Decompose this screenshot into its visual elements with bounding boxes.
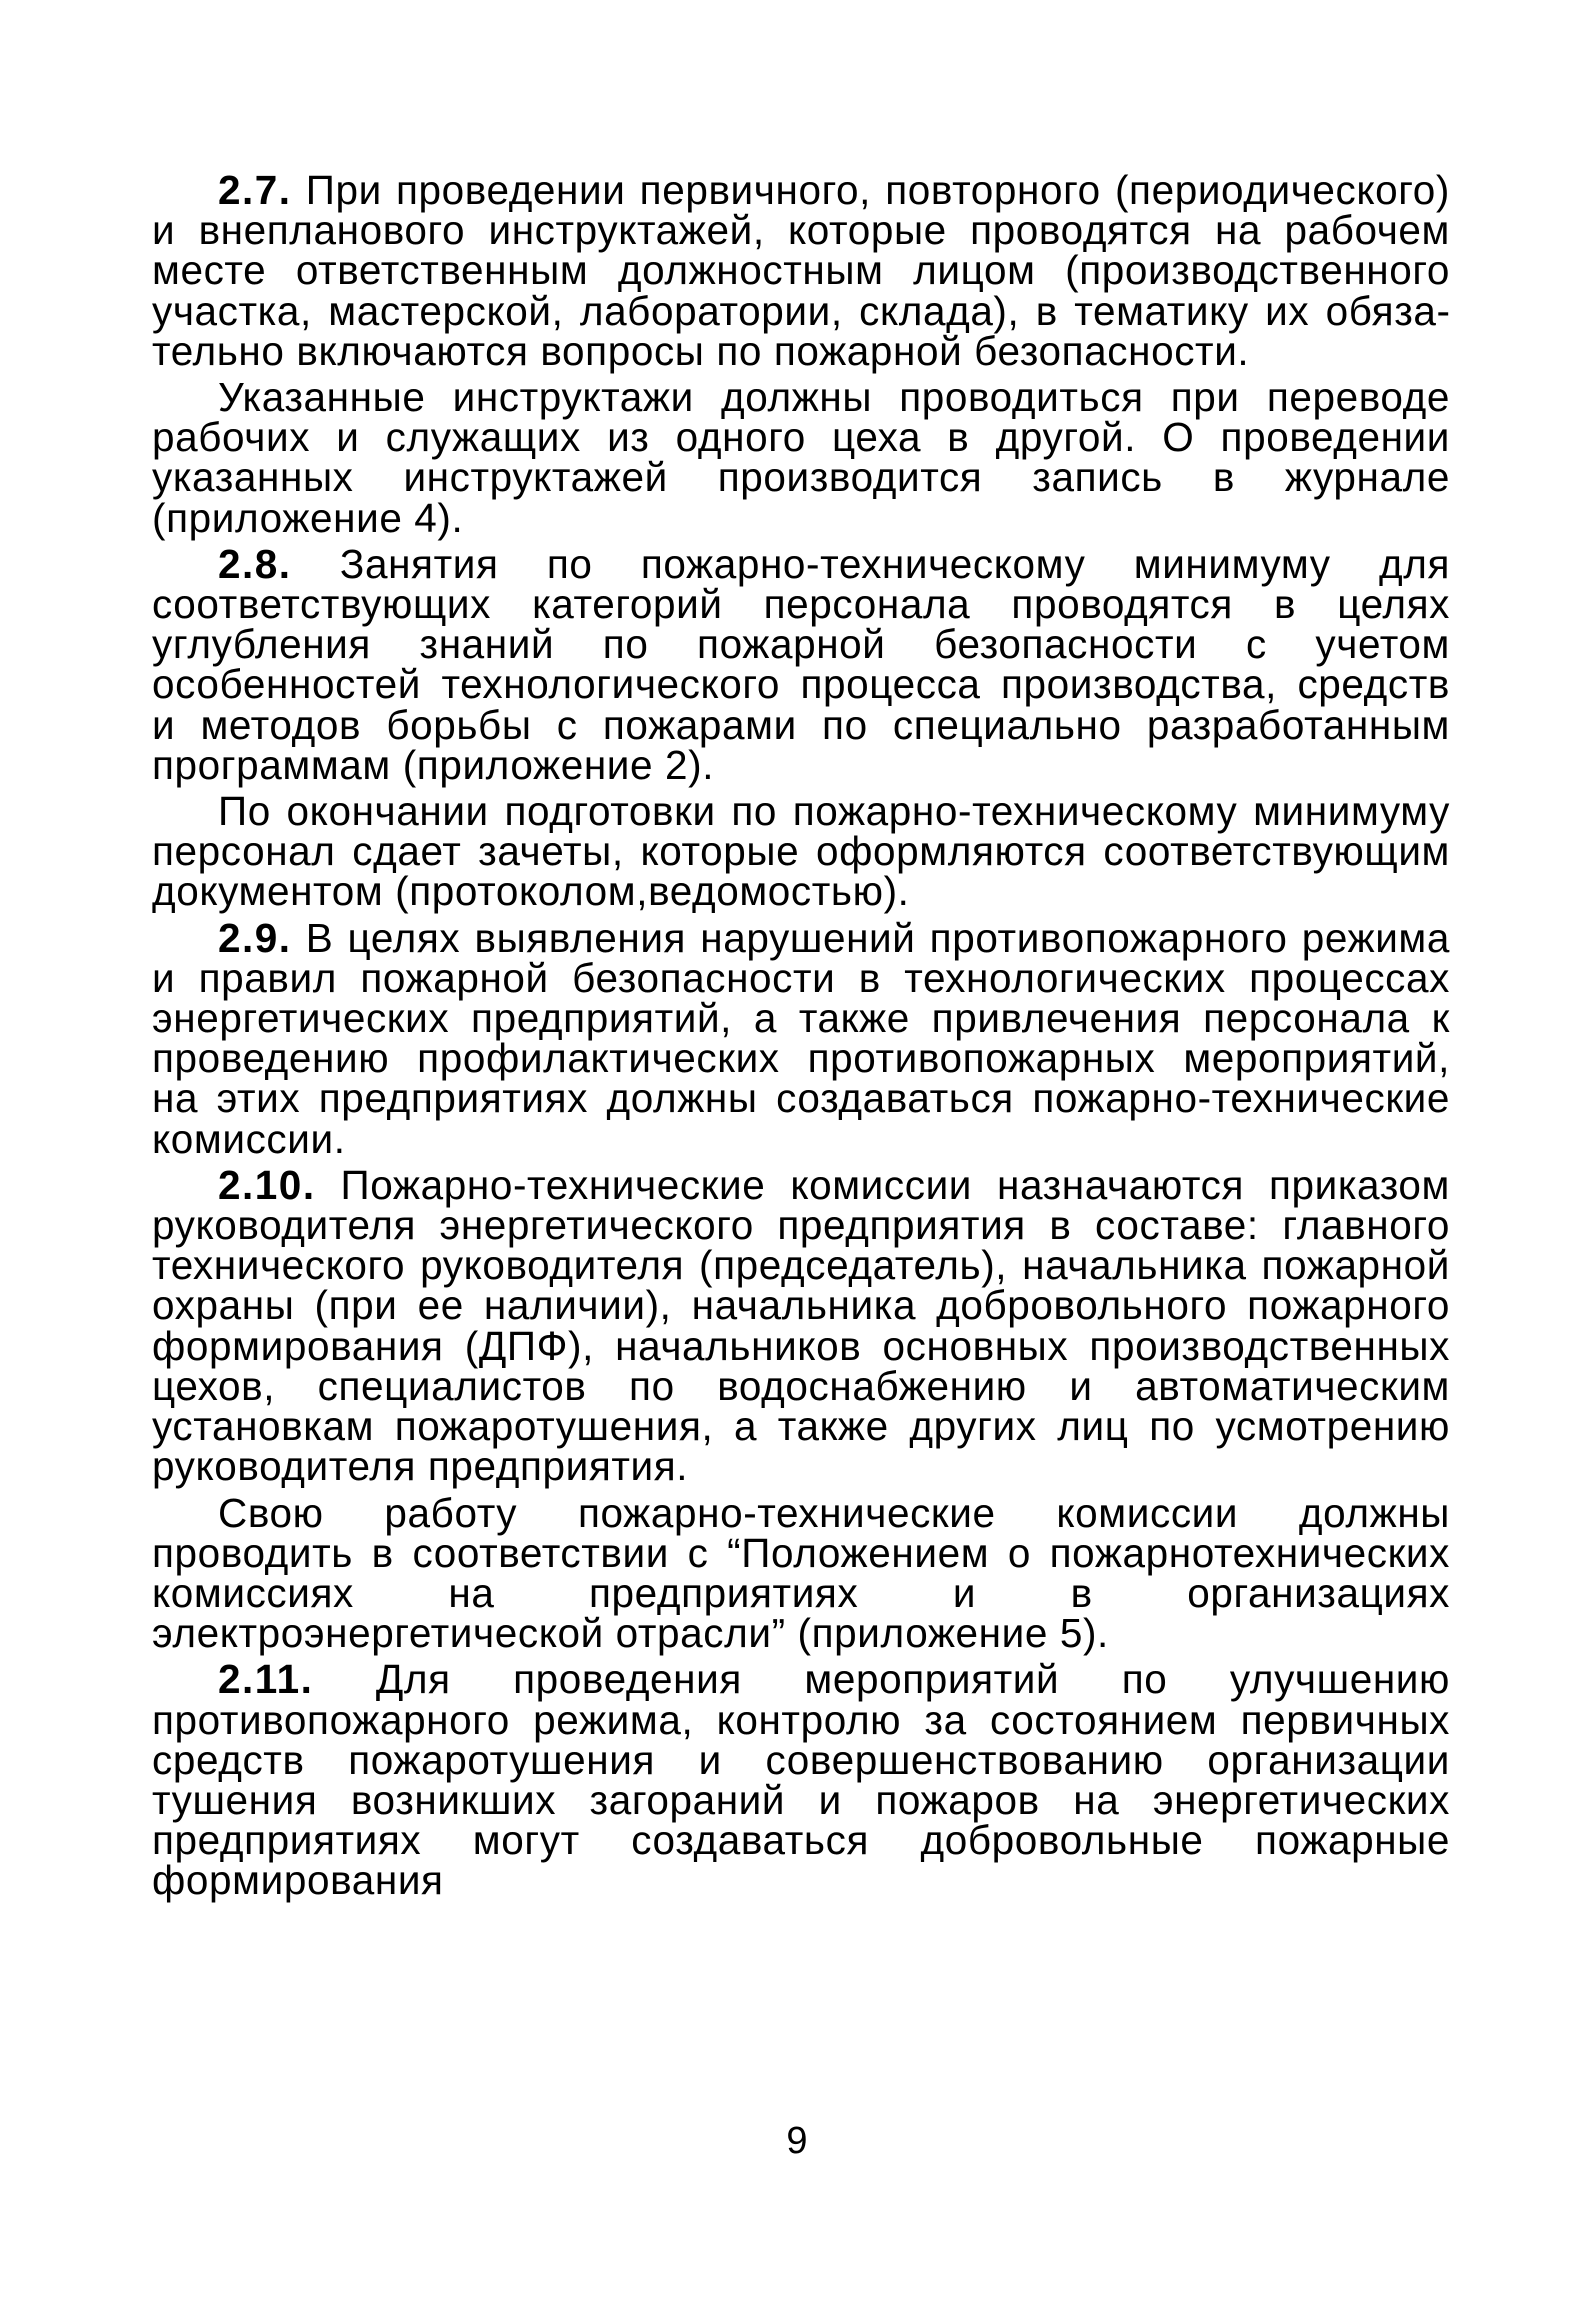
paragraph-text: Указанные инструктажи должны проводиться при переводе рабочих и служащих из одного цеха в другой. О проведении указанных инструктажей производится запись в журнале (приложение 4). — [152, 374, 1450, 541]
clause-number: 2.9. — [218, 914, 292, 961]
paragraph-2-8 — [152, 540, 1450, 788]
paragraph-text: Занятия по пожарно-техническому минимуму для соответствующих категорий персонала проводятся в целях углубления знаний по пожарной безопасности с учетом особенностей технологического процесса производства, средств и методов борьбы с пожарами по специально разработанным программам (приложение 2). — [152, 540, 1450, 788]
page-number: 9 — [786, 2120, 808, 2162]
paragraph-text: Для проведения мероприятий по улучшению противопожарного режима, контролю за состоянием первичных средств пожаротушения и совершенствованию организации тушения возникших загораний и пожаров на энергетических предприятиях могут создаваться добровольные пожарные формирования — [152, 1656, 1451, 1904]
paragraph-2-9 — [152, 914, 1451, 1162]
paragraph-2-10 — [152, 1161, 1450, 1490]
paragraph-text: Свою работу пожарно-технические комиссии должны проводить в соответствии с “Положением о пожарнотехнических комиссиях на предприятиях и в организациях электроэнергетической отрасли” (приложение 5). — [152, 1489, 1450, 1657]
clause-number: 2.11. — [218, 1656, 314, 1703]
paragraph-text: При проведении первичного, повторного (периодического) и внепланового инструктажей, которые проводятся на рабочем месте ответственным должностным лицом (производственного участка, мастерской, лаборатории, склада), в тематику их обязательно включаются вопросы по пожарной безопасности. — [152, 167, 1450, 374]
paragraph-2-10-cont — [152, 1489, 1450, 1657]
clause-number: 2.8. — [218, 540, 292, 587]
paragraph-text: В целях выявления нарушений противопожарного режима и правил пожарной безопасности в технологических процессах энергетических предприятий, а также привлечения персонала к проведению профилактических противопожарных мероприятий, на этих предприятиях должны создаваться пожарно-технические комиссии. — [152, 914, 1451, 1162]
paragraph-2-11 — [152, 1656, 1451, 1904]
paragraph-2-8-cont — [152, 788, 1450, 915]
page-body — [152, 167, 1451, 2150]
clause-number: 2.10. — [218, 1161, 316, 1208]
paragraph-2-7-cont — [152, 374, 1450, 541]
paragraph-2-7 — [152, 167, 1450, 374]
clause-number: 2.7. — [218, 167, 292, 213]
paragraph-text: Пожарно-технические комиссии назначаются приказом руководителя энергетического предприятия в составе: главного технического руководителя (председатель), начальника пожарной охраны (при ее наличии), начальника добровольного пожарного формирования (ДПФ), начальников основных производственных цехов, специалистов по водоснабжению и автоматическим установкам пожаротушения, а также других лиц по усмотрению руководителя предприятия. — [152, 1161, 1450, 1490]
paragraph-text: По окончании подготовки по пожарно-техническому минимуму персонал сдает зачеты, которые оформляются соответствующим документом (протоколом,ведомостью). — [152, 788, 1450, 915]
